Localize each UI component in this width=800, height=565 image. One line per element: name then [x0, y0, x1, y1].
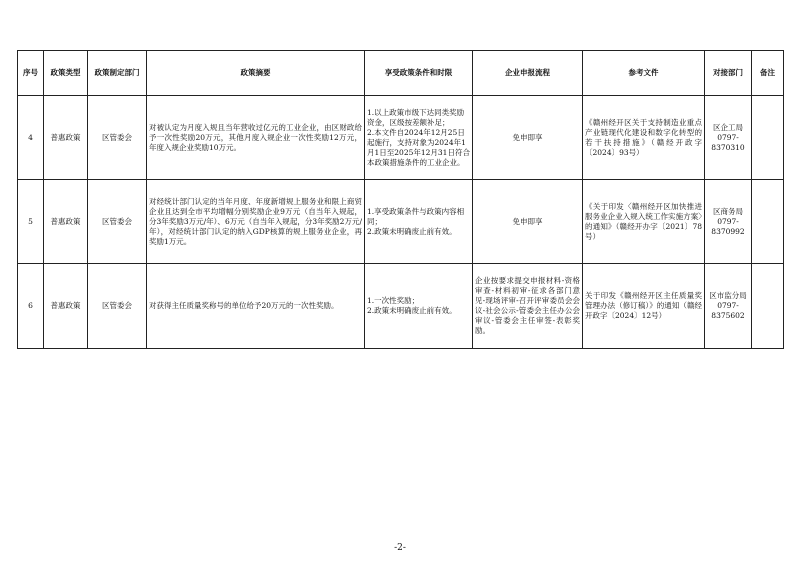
table-row	[18, 96, 784, 180]
cell-summary: 对经统计部门认定的当年月度、年度新增规上服务业和限上商贸企业且达到全市平均增幅分别奖励企业9万元（自当年入规起，分3年奖励3万元/年）、6万元（自当年入规起，分3年奖励2万元/年），对经统计部门认定的纳入GDP核算的规上服务业企业，再奖励1万元。	[147, 180, 365, 264]
cell-type: 普惠政策	[44, 96, 88, 180]
cell-remark	[752, 264, 784, 349]
cell-reference: 《关于印发〈赣州经开区加快推进服务业企业入规入统工作实施方案〉的通知》（赣经开办字〔2021〕78号）	[583, 180, 705, 264]
cell-no: 5	[18, 180, 44, 264]
cell-conditions: 1.享受政策条件与政策内容相同； 2.政策未明确废止前有效。	[365, 180, 473, 264]
table-row	[18, 264, 784, 349]
policy-table	[17, 50, 784, 349]
cell-contact: 区市监分局 0797-8375602	[705, 264, 752, 349]
cell-conditions: 1.以上政策市级下达同类奖励资金，区级按差额补足； 2.本文件自2024年12月25日起施行，支持对象为2024年1月1日至2025年12月31日符合本政策措施条件的工业企业。	[365, 96, 473, 180]
cell-dept: 区管委会	[88, 180, 147, 264]
cell-contact: 区商务局 0797-8370992	[705, 180, 752, 264]
cell-remark	[752, 96, 784, 180]
cell-no: 4	[18, 96, 44, 180]
cell-summary: 对被认定为月度入规且当年营收过亿元的工业企业，由区财政给予一次性奖励20万元，其他月度入规企业一次性奖励12万元，年度入规企业奖励10万元。	[147, 96, 365, 180]
cell-no: 6	[18, 264, 44, 349]
table-header-row	[18, 51, 784, 96]
header-cell: 对接部门	[705, 51, 752, 96]
cell-process: 免申即享	[473, 180, 583, 264]
header-cell: 政策制定部门	[88, 51, 147, 96]
header-cell: 备注	[752, 51, 784, 96]
header-cell: 参考文件	[583, 51, 705, 96]
cell-type: 普惠政策	[44, 180, 88, 264]
cell-process: 免申即享	[473, 96, 583, 180]
cell-dept: 区管委会	[88, 96, 147, 180]
cell-remark	[752, 180, 784, 264]
cell-process: 企业按要求提交申报材料-资格审查-材料初审-征求各部门意见-现场评审-召开评审委员会会议-社会公示-管委会主任办公会审议-管委会主任审签-表彰奖励。	[473, 264, 583, 349]
header-cell: 政策摘要	[147, 51, 365, 96]
header-cell: 享受政策条件和时限	[365, 51, 473, 96]
header-cell: 政策类型	[44, 51, 88, 96]
table-row	[18, 180, 784, 264]
cell-reference: 关于印发《赣州经开区主任质量奖管理办法（修订稿）》的通知（赣经开政字〔2024〕12号）	[583, 264, 705, 349]
cell-conditions: 1.一次性奖励； 2.政策未明确废止前有效。	[365, 264, 473, 349]
page-number: -2-	[394, 543, 406, 553]
cell-type: 普惠政策	[44, 264, 88, 349]
cell-reference: 《赣州经开区关于支持制造业重点产业链现代化建设和数字化转型的若干扶持措施》（赣经开政字〔2024〕93号）	[583, 96, 705, 180]
cell-summary: 对获得主任质量奖称号的单位给予20万元的一次性奖励。	[147, 264, 365, 349]
header-cell: 企业申报流程	[473, 51, 583, 96]
header-cell: 序号	[18, 51, 44, 96]
cell-dept: 区管委会	[88, 264, 147, 349]
cell-contact: 区企工局 0797-8370310	[705, 96, 752, 180]
